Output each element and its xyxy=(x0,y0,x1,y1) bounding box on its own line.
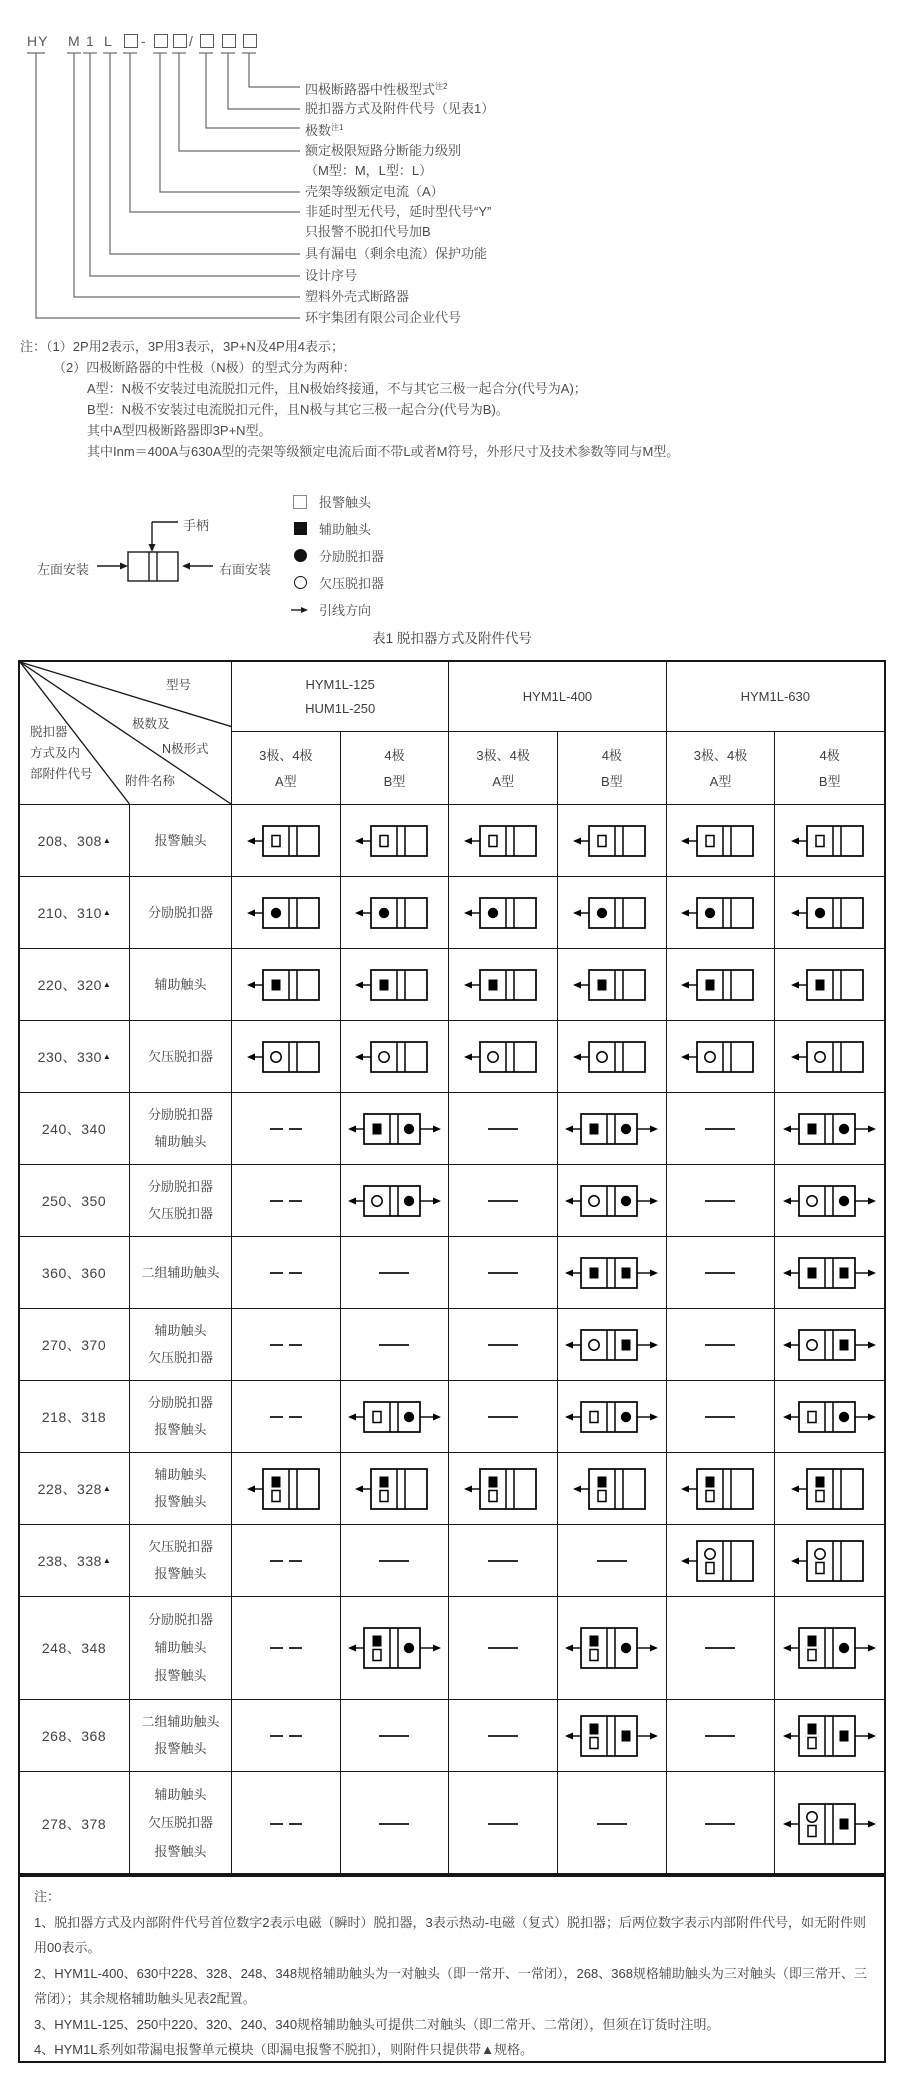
empty-cell xyxy=(232,1309,341,1381)
accessory-name-line: 辅助触头 xyxy=(154,1787,207,1803)
accessory-diagram-svg xyxy=(247,966,325,1004)
accessory-name-line: 二组辅助触头 xyxy=(141,1714,220,1730)
accessory-diagram-svg xyxy=(247,894,325,932)
note-line: B型：N极不安装过电流脱扣元件，且N极与其它三极一起合分(代号为B)。 xyxy=(87,402,509,417)
accessory-diagram-svg xyxy=(355,966,433,1004)
legend-item xyxy=(291,515,491,542)
diagram-cell xyxy=(558,1309,667,1381)
accessory-diagram-svg xyxy=(783,1110,876,1148)
note-line: （2）四极断路器的中性极（N极）的型式分为两种： xyxy=(53,360,356,375)
accessory-name-line: 分励脱扣器 xyxy=(147,1107,213,1123)
corner-label-model: 型号 xyxy=(166,678,192,692)
empty-cell xyxy=(232,1093,341,1165)
model-group-header-630: HYM1L-630 xyxy=(667,662,884,732)
right-mount-label: 右面安装 xyxy=(219,562,272,577)
diagram-cell xyxy=(232,1453,341,1525)
diagram-cell xyxy=(775,1021,884,1093)
dash-icon xyxy=(488,1823,518,1825)
row-accessory-name xyxy=(130,1237,232,1309)
double-dash-icon xyxy=(270,1823,302,1825)
diagram-cell xyxy=(449,1453,558,1525)
accessory-diagram-svg xyxy=(348,1110,441,1148)
empty-cell xyxy=(558,1525,667,1597)
accessory-name-line: 辅助触头 xyxy=(154,1323,207,1339)
row-accessory-name xyxy=(130,1381,232,1453)
empty-cell xyxy=(341,1237,450,1309)
double-dash-icon xyxy=(270,1344,302,1346)
code-slash: / xyxy=(189,33,193,49)
empty-cell xyxy=(667,1597,776,1700)
code-box-icon xyxy=(124,34,138,48)
empty-cell xyxy=(667,1093,776,1165)
diagram-cell xyxy=(558,1597,667,1700)
diagram-cell xyxy=(667,1453,776,1525)
accessory-diagram-svg xyxy=(791,966,869,1004)
corner-label-npole: N极形式 xyxy=(162,742,209,756)
accessory-diagram-svg xyxy=(681,1537,759,1585)
accessory-diagram-svg xyxy=(783,1254,876,1292)
diagram-cell xyxy=(341,1165,450,1237)
dash-icon xyxy=(705,1344,735,1346)
legend-label: 报警触头 xyxy=(319,495,372,510)
model-designation-diagram xyxy=(0,0,900,340)
accessory-diagram-svg xyxy=(783,1182,876,1220)
empty-cell xyxy=(449,1237,558,1309)
dash-icon xyxy=(488,1272,518,1274)
code-dash: - xyxy=(141,33,146,49)
accessory-name-line: 欠压脱扣器 xyxy=(147,1205,213,1221)
mounting-diagram xyxy=(20,495,300,595)
row-code: 248、348 xyxy=(20,1597,130,1700)
double-dash-icon xyxy=(270,1200,302,1202)
empty-cell xyxy=(232,1597,341,1700)
accessory-name-line: 分励脱扣器 xyxy=(147,904,213,920)
empty-cell xyxy=(232,1237,341,1309)
empty-cell xyxy=(667,1772,776,1875)
accessory-diagram-svg xyxy=(791,1537,869,1585)
row-code: 278、378 xyxy=(20,1772,130,1875)
diagram-cell xyxy=(232,1021,341,1093)
subcol-header-b: 4极 B型 xyxy=(775,732,884,805)
diagram-cell xyxy=(449,877,558,949)
accessory-name-line: 报警触头 xyxy=(154,1668,207,1683)
code-box-icon xyxy=(243,34,257,48)
row-code: 230、330 ▲ xyxy=(20,1021,130,1093)
accessory-diagram-svg xyxy=(573,1038,651,1076)
dash-icon xyxy=(488,1416,518,1418)
diagram-cell xyxy=(775,1597,884,1700)
accessory-diagram-svg xyxy=(355,894,433,932)
accessory-diagram-svg xyxy=(565,1326,658,1364)
diagram-cell xyxy=(667,877,776,949)
dash-icon xyxy=(705,1272,735,1274)
diagram-cell xyxy=(449,805,558,877)
diagram-cell xyxy=(775,1700,884,1772)
accessory-diagram-svg xyxy=(348,1182,441,1220)
diagram-cell xyxy=(558,1700,667,1772)
row-accessory-name xyxy=(130,949,232,1021)
diagram-cell xyxy=(341,1453,450,1525)
accessory-diagram-svg xyxy=(783,1800,876,1848)
designation-label-mccb: 塑料外壳式断路器 xyxy=(305,289,410,304)
dash-icon xyxy=(597,1823,627,1825)
accessory-diagram-svg xyxy=(791,894,869,932)
row-accessory-name xyxy=(130,1309,232,1381)
dash-icon xyxy=(705,1735,735,1737)
subcol-header-b: 4极 B型 xyxy=(558,732,667,805)
diagram-cell xyxy=(558,1093,667,1165)
row-code: 240、340 xyxy=(20,1093,130,1165)
dash-icon xyxy=(705,1200,735,1202)
designation-notes xyxy=(20,336,890,462)
accessory-diagram-svg xyxy=(355,822,433,860)
accessory-diagram-svg xyxy=(565,1712,658,1760)
diagram-cell xyxy=(341,805,450,877)
accessory-diagram-svg xyxy=(464,822,542,860)
empty-cell xyxy=(341,1525,450,1597)
dash-icon xyxy=(379,1823,409,1825)
diagram-cell xyxy=(341,949,450,1021)
empty-cell xyxy=(232,1700,341,1772)
row-code: 208、308 ▲ xyxy=(20,805,130,877)
accessory-diagram-svg xyxy=(783,1326,876,1364)
legend-label: 分励脱扣器 xyxy=(319,549,385,564)
row-code: 220、320 ▲ xyxy=(20,949,130,1021)
accessory-diagram-svg xyxy=(565,1254,658,1292)
legend-item xyxy=(291,542,491,569)
row-accessory-name xyxy=(130,1021,232,1093)
designation-label-frame-current: 壳架等级额定电流（A） xyxy=(305,184,444,199)
accessory-name-line: 分励脱扣器 xyxy=(147,1612,213,1627)
row-code: 238、338 ▲ xyxy=(20,1525,130,1597)
accessory-diagram-svg xyxy=(681,966,759,1004)
diagram-cell xyxy=(775,1525,884,1597)
accessory-diagram-svg xyxy=(681,1465,759,1513)
dash-icon xyxy=(488,1560,518,1562)
dash-icon xyxy=(488,1344,518,1346)
open-circle-icon xyxy=(291,576,309,589)
row-code: 228、328 ▲ xyxy=(20,1453,130,1525)
accessory-name-line: 二组辅助触头 xyxy=(141,1264,220,1280)
accessory-diagram-svg xyxy=(783,1624,876,1672)
symbol-legend xyxy=(291,488,491,623)
empty-cell xyxy=(449,1381,558,1453)
accessory-code-table xyxy=(18,660,886,1877)
handle-label: 手柄 xyxy=(183,518,210,533)
accessory-name-line: 欠压脱扣器 xyxy=(147,1048,213,1064)
diagram-cell xyxy=(558,1165,667,1237)
legend-item xyxy=(291,488,491,515)
corner-label-code3: 部附件代号 xyxy=(30,767,93,781)
open-square-icon xyxy=(291,495,309,509)
accessory-name-line: 报警触头 xyxy=(154,832,207,848)
row-code: 218、318 xyxy=(20,1381,130,1453)
empty-cell xyxy=(667,1700,776,1772)
model-group-header-400: HYM1L-400 xyxy=(449,662,666,732)
empty-cell xyxy=(667,1237,776,1309)
accessory-name-line: 报警触头 xyxy=(154,1493,207,1509)
code-token-series: 1 xyxy=(86,33,95,49)
accessory-diagram-svg xyxy=(681,822,759,860)
double-dash-icon xyxy=(270,1560,302,1562)
empty-cell xyxy=(449,1700,558,1772)
subcol-header-a: 3极、4极 A型 xyxy=(232,732,341,805)
diagram-cell xyxy=(775,877,884,949)
accessory-name-line: 欠压脱扣器 xyxy=(147,1349,213,1365)
accessory-diagram-svg xyxy=(681,894,759,932)
accessory-diagram-svg xyxy=(681,1038,759,1076)
legend-label: 欠压脱扣器 xyxy=(319,576,385,591)
accessory-diagram-svg xyxy=(247,1465,325,1513)
empty-cell xyxy=(341,1309,450,1381)
empty-cell xyxy=(558,1772,667,1875)
row-accessory-name xyxy=(130,1525,232,1597)
code-token-company: HY xyxy=(27,33,49,49)
accessory-diagram-svg xyxy=(573,966,651,1004)
diagram-cell xyxy=(449,949,558,1021)
accessory-diagram-svg xyxy=(573,894,651,932)
accessory-diagram-svg xyxy=(348,1624,441,1672)
dash-icon xyxy=(488,1128,518,1130)
legend-item xyxy=(291,569,491,596)
subcol-header-a: 3极、4极 A型 xyxy=(449,732,558,805)
accessory-diagram-svg xyxy=(355,1038,433,1076)
footnote-item: 2、HYM1L-400、630中228、328、248、348规格辅助触头为一对触头（即一常开、一常闭），268、368规格辅助触头为三对触头（即三常开、三常闭）；其余规格辅助触头见表2配置。 xyxy=(34,1965,867,2006)
accessory-diagram-svg xyxy=(565,1182,658,1220)
row-code: 210、310 ▲ xyxy=(20,877,130,949)
accessory-diagram-svg xyxy=(464,894,542,932)
accessory-diagram-svg xyxy=(791,1465,869,1513)
empty-cell xyxy=(232,1525,341,1597)
double-dash-icon xyxy=(270,1272,302,1274)
diagram-cell xyxy=(775,1237,884,1309)
diagram-cell xyxy=(558,805,667,877)
row-accessory-name xyxy=(130,1597,232,1700)
accessory-name-line: 辅助触头 xyxy=(154,1133,207,1149)
empty-cell xyxy=(232,1772,341,1875)
mounting-diagram-drawing xyxy=(20,495,300,595)
empty-cell xyxy=(667,1165,776,1237)
legend-item xyxy=(291,596,491,623)
row-accessory-name xyxy=(130,877,232,949)
diagram-cell xyxy=(341,877,450,949)
empty-cell xyxy=(449,1525,558,1597)
dash-icon xyxy=(705,1823,735,1825)
accessory-diagram-svg xyxy=(355,1465,433,1513)
model-group-header-125-250: HYM1L-125 HUM1L-250 xyxy=(232,662,449,732)
diagram-cell xyxy=(558,1453,667,1525)
diagram-cell xyxy=(232,949,341,1021)
note-line: 其中Inm＝400A与630A型的壳架等级额定电流后面不带L或者M符号，外形尺寸及技术参数等同与M型。 xyxy=(87,444,680,459)
legend-label: 辅助触头 xyxy=(319,522,372,537)
footnote-item: 4、HYM1L系列如带漏电报警单元模块（即漏电报警不脱扣），则附件只提供带▲规格。 xyxy=(34,2042,533,2057)
code-box-icon xyxy=(222,34,236,48)
accessory-diagram-svg xyxy=(565,1398,658,1436)
empty-cell xyxy=(449,1093,558,1165)
accessory-name-line: 报警触头 xyxy=(154,1740,207,1756)
code-box-icon xyxy=(200,34,214,48)
accessory-diagram-svg xyxy=(573,822,651,860)
designation-label-design-number: 设计序号 xyxy=(305,268,358,283)
accessory-name-line: 报警触头 xyxy=(154,1421,207,1437)
diagram-cell xyxy=(667,1525,776,1597)
diagram-cell xyxy=(775,1093,884,1165)
diagram-cell xyxy=(558,949,667,1021)
empty-cell xyxy=(341,1772,450,1875)
diagram-cell xyxy=(341,1597,450,1700)
footnote-item: 1、脱扣器方式及内部附件代号首位数字2表示电磁（瞬时）脱扣器，3表示热动-电磁（复式）脱扣器；后两位数字表示内部附件代号，如无附件则用00表示。 xyxy=(34,1914,867,1955)
dash-icon xyxy=(705,1647,735,1649)
table-corner-cell xyxy=(20,662,232,805)
diagram-cell xyxy=(558,1021,667,1093)
double-dash-icon xyxy=(270,1128,302,1130)
accessory-name-line: 欠压脱扣器 xyxy=(147,1539,213,1555)
row-accessory-name xyxy=(130,1700,232,1772)
dash-icon xyxy=(379,1344,409,1346)
diagram-cell xyxy=(558,1237,667,1309)
corner-label-accessory: 附件名称 xyxy=(125,774,176,788)
dash-icon xyxy=(597,1560,627,1562)
note-line: 注：（1）2P用2表示，3P用3表示，3P+N及4P用4表示； xyxy=(20,339,345,354)
filled-circle-icon xyxy=(291,549,309,562)
code-token-leakage: L xyxy=(104,33,113,49)
accessory-name-line: 分励脱扣器 xyxy=(147,1179,213,1195)
empty-cell xyxy=(232,1165,341,1237)
diagram-cell xyxy=(449,1021,558,1093)
code-token-type: M xyxy=(68,33,81,49)
code-box-icon xyxy=(154,34,168,48)
designation-label-leakage-protection: 具有漏电（剩余电流）保护功能 xyxy=(305,246,488,261)
legend-label: 引线方向 xyxy=(319,603,372,618)
designation-label-trip-code: 脱扣器方式及附件代号（见表1） xyxy=(305,101,495,116)
dash-icon xyxy=(488,1647,518,1649)
diagram-cell xyxy=(667,805,776,877)
accessory-diagram-svg xyxy=(464,1465,542,1513)
footnote-prefix: 注： xyxy=(34,1889,61,1904)
accessory-name-line: 辅助触头 xyxy=(154,1467,207,1483)
empty-cell xyxy=(667,1309,776,1381)
dash-icon xyxy=(379,1560,409,1562)
accessory-diagram-svg xyxy=(783,1398,876,1436)
designation-label-delay-type: 非延时型无代号，延时型代号“Y” 只报警不脱扣代号加B xyxy=(305,204,492,239)
accessory-diagram-svg xyxy=(791,822,869,860)
accessory-diagram-svg xyxy=(348,1398,441,1436)
empty-cell xyxy=(449,1772,558,1875)
code-box-icon xyxy=(173,34,187,48)
diagram-cell xyxy=(667,1021,776,1093)
dash-icon xyxy=(705,1128,735,1130)
diagram-cell xyxy=(775,805,884,877)
diagram-cell xyxy=(558,1381,667,1453)
diagram-cell xyxy=(667,949,776,1021)
table-footnotes xyxy=(18,1873,886,2063)
accessory-diagram-svg xyxy=(247,1038,325,1076)
double-dash-icon xyxy=(270,1647,302,1649)
diagram-cell xyxy=(341,1381,450,1453)
accessory-diagram-svg xyxy=(783,1712,876,1760)
diagram-cell xyxy=(775,1772,884,1875)
dash-icon xyxy=(488,1200,518,1202)
diagram-cell xyxy=(341,1021,450,1093)
diagram-cell xyxy=(775,1381,884,1453)
accessory-diagram-svg xyxy=(573,1465,651,1513)
designation-label-poles: 极数$^{注1}$ xyxy=(305,123,344,138)
empty-cell xyxy=(449,1309,558,1381)
designation-label-neutral-type: 四极断路器中性极型式$^{注2}$ xyxy=(305,82,448,97)
table-title: 表1 脱扣器方式及附件代号 xyxy=(372,631,532,646)
row-code: 270、370 xyxy=(20,1309,130,1381)
row-accessory-name xyxy=(130,1165,232,1237)
note-line: 其中A型四极断路器即3P+N型。 xyxy=(87,423,272,438)
corner-label-poles: 极数及 xyxy=(132,717,170,731)
accessory-diagram-svg xyxy=(464,966,542,1004)
diagram-cell xyxy=(232,877,341,949)
empty-cell xyxy=(232,1381,341,1453)
accessory-name-line: 辅助触头 xyxy=(154,976,207,992)
accessory-diagram-svg xyxy=(565,1624,658,1672)
accessory-diagram-svg xyxy=(464,1038,542,1076)
diagram-cell xyxy=(775,949,884,1021)
row-accessory-name xyxy=(130,1453,232,1525)
row-accessory-name xyxy=(130,1772,232,1875)
diagram-cell xyxy=(232,805,341,877)
diagram-cell xyxy=(775,1309,884,1381)
dash-icon xyxy=(379,1272,409,1274)
accessory-diagram-svg xyxy=(791,1038,869,1076)
empty-cell xyxy=(341,1700,450,1772)
subcol-header-b: 4极 B型 xyxy=(341,732,450,805)
arrow-right-icon xyxy=(291,605,309,615)
dash-icon xyxy=(705,1416,735,1418)
accessory-name-line: 分励脱扣器 xyxy=(147,1395,213,1411)
footnote-item: 3、HYM1L-125、250中220、320、240、340规格辅助触头可提供二对触头（即二常开、二常闭），但须在订货时注明。 xyxy=(34,2016,720,2032)
corner-label-code2: 方式及内 xyxy=(30,746,81,760)
subcol-header-a: 3极、4极 A型 xyxy=(667,732,776,805)
double-dash-icon xyxy=(270,1735,302,1737)
accessory-name-line: 辅助触头 xyxy=(154,1640,207,1655)
row-code: 360、360 xyxy=(20,1237,130,1309)
accessory-diagram-svg xyxy=(565,1110,658,1148)
designation-label-company: 环宇集团有限公司企业代号 xyxy=(305,310,462,325)
diagram-cell xyxy=(558,877,667,949)
dash-icon xyxy=(488,1735,518,1737)
row-accessory-name xyxy=(130,805,232,877)
designation-label-breaking-capacity: 额定极限短路分断能力级别 （M型：M，L型：L） xyxy=(305,143,462,178)
accessory-name-line: 报警触头 xyxy=(154,1843,207,1859)
empty-cell xyxy=(449,1597,558,1700)
row-code: 268、368 xyxy=(20,1700,130,1772)
empty-cell xyxy=(449,1165,558,1237)
row-accessory-name xyxy=(130,1093,232,1165)
empty-cell xyxy=(667,1381,776,1453)
left-mount-label: 左面安装 xyxy=(37,562,90,577)
double-dash-icon xyxy=(270,1416,302,1418)
note-line: A型：N极不安装过电流脱扣元件，且N极始终接通，不与其它三极一起合分(代号为A)； xyxy=(87,381,587,396)
diagram-cell xyxy=(775,1453,884,1525)
filled-square-icon xyxy=(291,522,309,535)
accessory-name-line: 报警触头 xyxy=(154,1565,207,1581)
dash-icon xyxy=(379,1735,409,1737)
diagram-cell xyxy=(341,1093,450,1165)
accessory-name-line: 欠压脱扣器 xyxy=(147,1815,213,1831)
corner-label-code1: 脱扣器 xyxy=(30,725,68,739)
accessory-diagram-svg xyxy=(247,822,325,860)
diagram-cell xyxy=(775,1165,884,1237)
row-code: 250、350 xyxy=(20,1165,130,1237)
